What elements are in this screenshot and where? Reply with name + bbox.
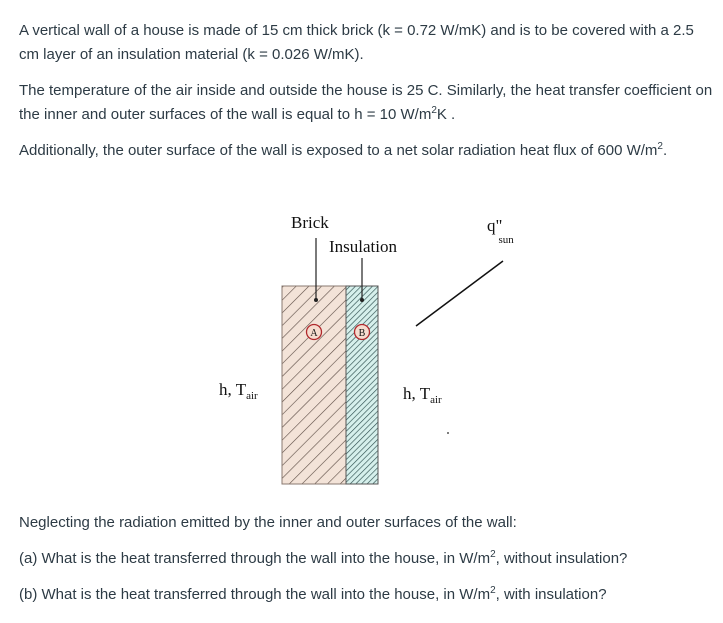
wall-diagram xyxy=(0,200,723,500)
problem-text-wall: A vertical wall of a house is made of 15 cm thick brick (k = 0.72 W/mK) and is to be covered with a 2.5 cm layer of an insulation material (k = 0.026 W/mK). xyxy=(19,22,694,63)
stray-dot xyxy=(447,432,449,434)
question-b-exponent: 2 xyxy=(490,585,496,596)
brick-label: Brick xyxy=(291,213,329,232)
question-b xyxy=(19,583,715,607)
question-a-exponent: 2 xyxy=(490,549,496,560)
insulation-leader-dot xyxy=(360,298,364,302)
temperature-text: The temperature of the air inside and outside the house is 25 C. Similarly, the heat transfer coefficient on the inner and outer surfaces of the wall is equal to h = 10 W/m xyxy=(19,82,713,123)
temperature-text-end: K . xyxy=(436,106,456,123)
solar-flux-label: q" sun xyxy=(487,216,514,246)
question-a-text-end: , without insulation? xyxy=(495,550,628,567)
question-a-text: (a) What is the heat transferred through the wall into the house, in W/m xyxy=(19,550,491,567)
marker-b-label: B xyxy=(358,328,366,339)
problem-paragraph-wall xyxy=(19,19,715,67)
temperature-exponent: 2 xyxy=(431,105,437,116)
insulation-label: Insulation xyxy=(329,237,397,256)
problem-paragraph-temperature xyxy=(19,79,715,127)
question-a xyxy=(19,547,715,571)
solar-text: Additionally, the outer surface of the wall is exposed to a net solar radiation heat flux of 600 W/m xyxy=(19,142,658,159)
marker-a-label: A xyxy=(310,328,318,339)
question-intro xyxy=(19,511,715,535)
marker-b xyxy=(355,325,370,340)
solar-text-end: . xyxy=(662,142,668,159)
brick-layer xyxy=(282,286,346,484)
question-b-text: (b) What is the heat transferred through the wall into the house, in W/m xyxy=(19,586,491,603)
question-b-text-end: , with insulation? xyxy=(495,586,607,603)
outer-convection-label: h, $T_{air}$ xyxy=(403,384,442,406)
inner-convection-label: h, $T_{air}$ xyxy=(219,380,258,402)
question-intro-text: Neglecting the radiation emitted by the inner and outer surfaces of the wall: xyxy=(19,514,517,531)
insulation-layer xyxy=(346,286,378,484)
problem-paragraph-solar xyxy=(19,139,715,163)
marker-a xyxy=(307,325,322,340)
solar-exponent: 2 xyxy=(657,141,663,152)
solar-ray-line xyxy=(416,261,503,326)
brick-leader-dot xyxy=(314,298,318,302)
